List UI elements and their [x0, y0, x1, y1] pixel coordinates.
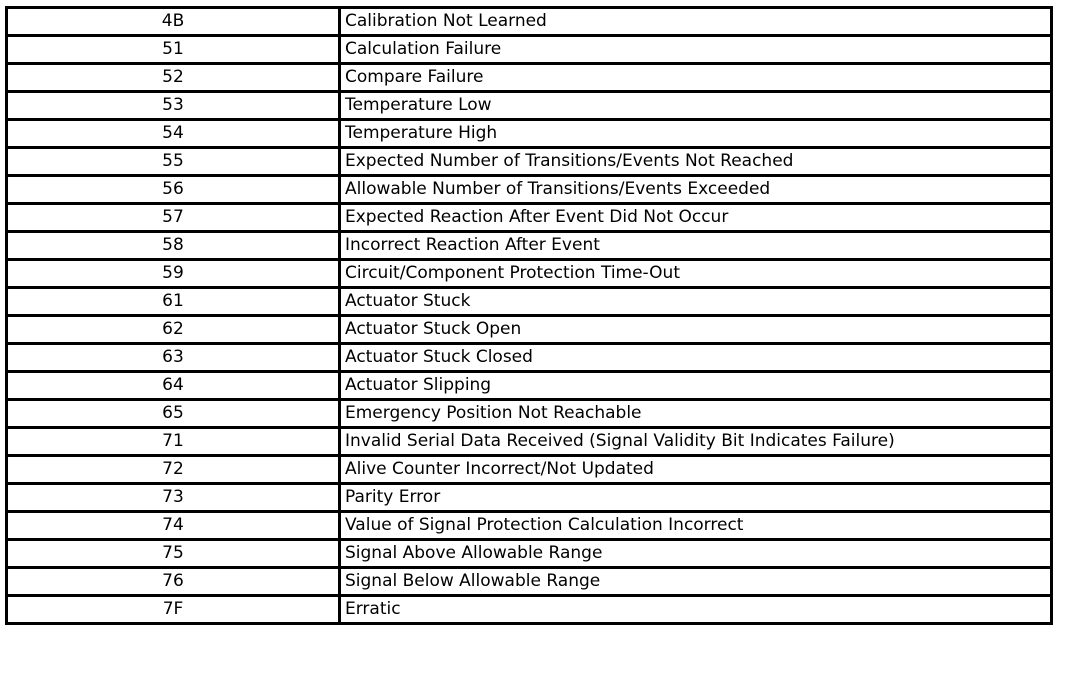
failure-description-cell: Erratic [340, 596, 1052, 624]
failure-code-cell: 54 [7, 120, 340, 148]
failure-description-cell: Actuator Slipping [340, 372, 1052, 400]
table-row [7, 176, 1052, 204]
table-row [7, 596, 1052, 624]
table-row [7, 8, 1052, 36]
table-row [7, 260, 1052, 288]
failure-description-cell: Invalid Serial Data Received (Signal Validity Bit Indicates Failure) [340, 428, 1052, 456]
failure-description-cell: Actuator Stuck Closed [340, 344, 1052, 372]
table-row [7, 568, 1052, 596]
failure-code-cell: 59 [7, 260, 340, 288]
failure-description-cell: Calibration Not Learned [340, 8, 1052, 36]
failure-code-cell: 7F [7, 596, 340, 624]
table-row [7, 204, 1052, 232]
failure-description-cell: Compare Failure [340, 64, 1052, 92]
failure-code-cell: 57 [7, 204, 340, 232]
failure-description-cell: Alive Counter Incorrect/Not Updated [340, 456, 1052, 484]
failure-code-cell: 4B [7, 8, 340, 36]
failure-description-cell: Signal Above Allowable Range [340, 540, 1052, 568]
table-row [7, 120, 1052, 148]
table-row [7, 344, 1052, 372]
failure-description-cell: Allowable Number of Transitions/Events Exceeded [340, 176, 1052, 204]
failure-code-cell: 72 [7, 456, 340, 484]
failure-description-cell: Actuator Stuck Open [340, 316, 1052, 344]
table-row [7, 148, 1052, 176]
failure-description-cell: Parity Error [340, 484, 1052, 512]
failure-code-cell: 73 [7, 484, 340, 512]
table-row [7, 36, 1052, 64]
failure-code-cell: 64 [7, 372, 340, 400]
failure-code-cell: 65 [7, 400, 340, 428]
failure-type-table-container [5, 6, 1053, 625]
table-row [7, 232, 1052, 260]
failure-type-table [5, 6, 1053, 625]
table-row [7, 288, 1052, 316]
failure-code-cell: 55 [7, 148, 340, 176]
failure-code-cell: 75 [7, 540, 340, 568]
failure-description-cell: Temperature High [340, 120, 1052, 148]
failure-code-cell: 53 [7, 92, 340, 120]
failure-description-cell: Incorrect Reaction After Event [340, 232, 1052, 260]
failure-type-table-body [7, 8, 1052, 624]
failure-code-cell: 52 [7, 64, 340, 92]
table-row [7, 372, 1052, 400]
failure-code-cell: 63 [7, 344, 340, 372]
table-row [7, 400, 1052, 428]
table-row [7, 316, 1052, 344]
table-row [7, 92, 1052, 120]
failure-code-cell: 62 [7, 316, 340, 344]
failure-description-cell: Temperature Low [340, 92, 1052, 120]
failure-code-cell: 76 [7, 568, 340, 596]
failure-description-cell: Circuit/Component Protection Time-Out [340, 260, 1052, 288]
failure-code-cell: 61 [7, 288, 340, 316]
failure-code-cell: 58 [7, 232, 340, 260]
failure-code-cell: 74 [7, 512, 340, 540]
table-row [7, 64, 1052, 92]
failure-code-cell: 56 [7, 176, 340, 204]
failure-description-cell: Expected Reaction After Event Did Not Occur [340, 204, 1052, 232]
failure-code-cell: 51 [7, 36, 340, 64]
failure-description-cell: Actuator Stuck [340, 288, 1052, 316]
table-row [7, 512, 1052, 540]
failure-code-cell: 71 [7, 428, 340, 456]
table-row [7, 456, 1052, 484]
failure-description-cell: Value of Signal Protection Calculation Incorrect [340, 512, 1052, 540]
failure-description-cell: Expected Number of Transitions/Events Not Reached [340, 148, 1052, 176]
failure-description-cell: Signal Below Allowable Range [340, 568, 1052, 596]
table-row [7, 540, 1052, 568]
failure-description-cell: Emergency Position Not Reachable [340, 400, 1052, 428]
failure-description-cell: Calculation Failure [340, 36, 1052, 64]
table-row [7, 428, 1052, 456]
table-row [7, 484, 1052, 512]
